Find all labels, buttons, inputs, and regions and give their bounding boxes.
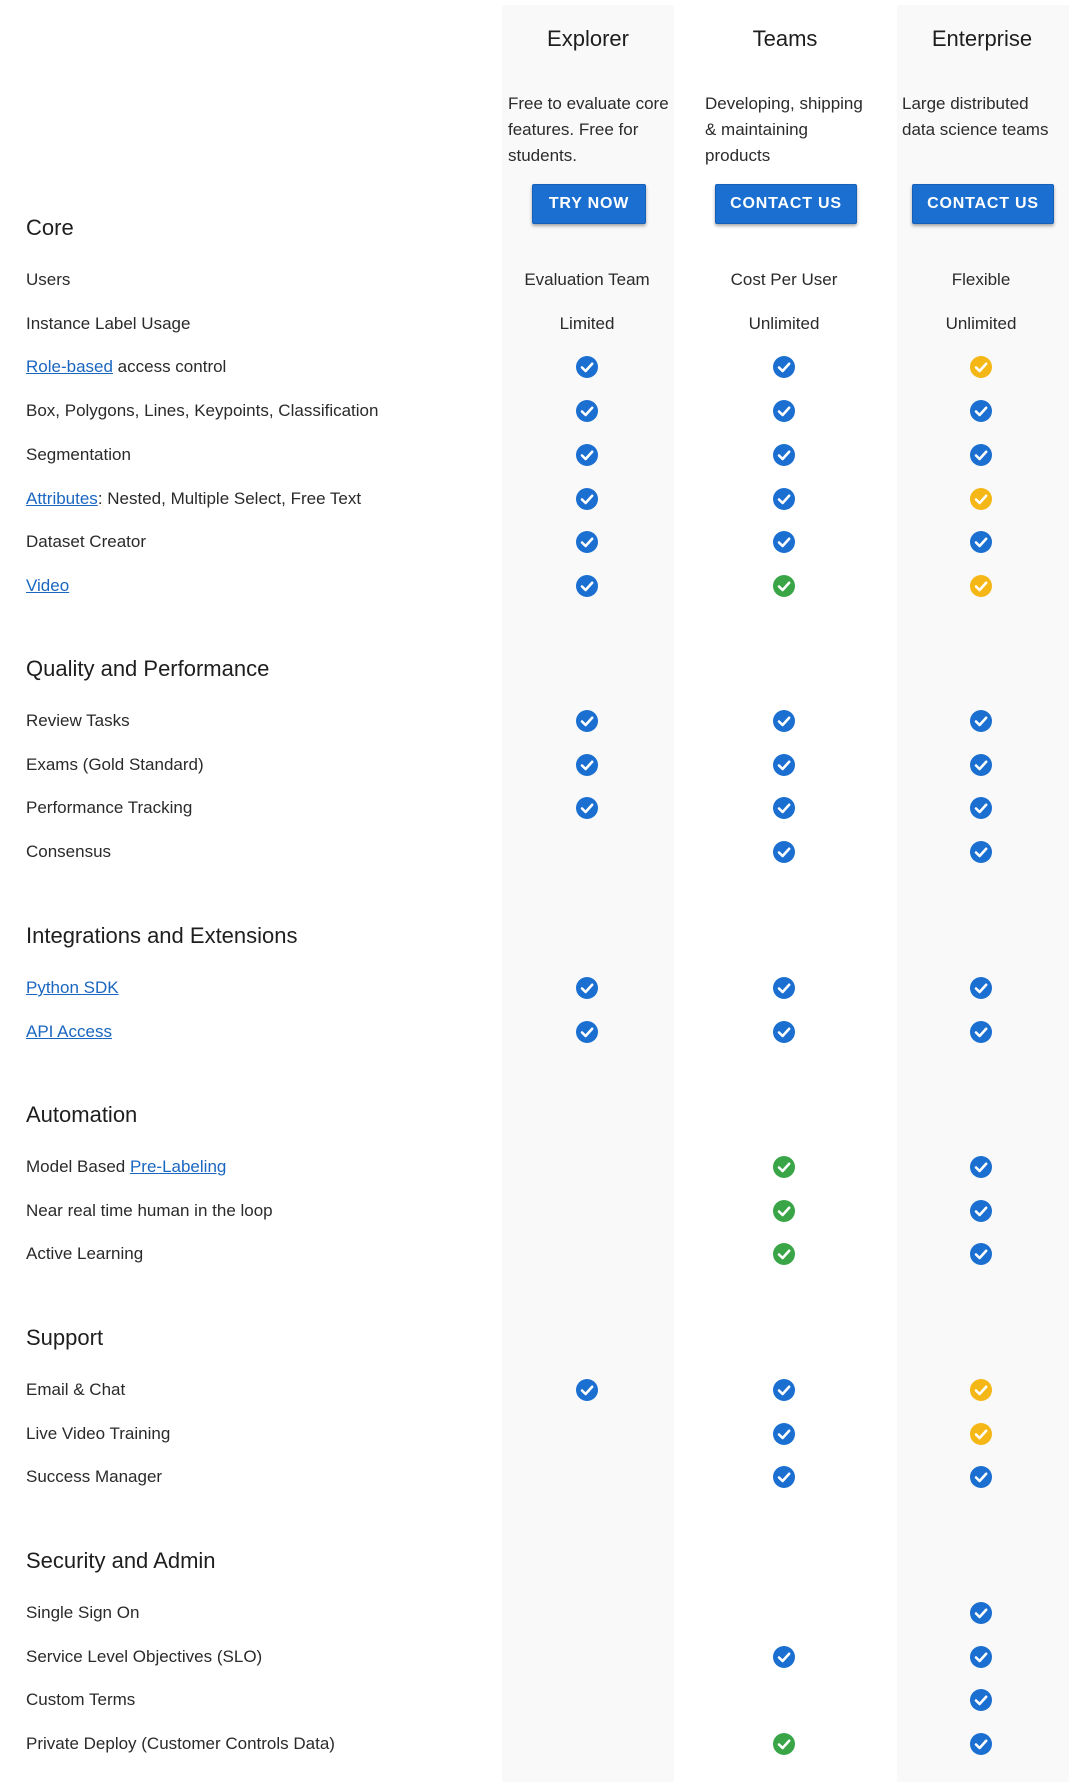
table-row bbox=[0, 837, 1070, 867]
table-row bbox=[0, 793, 1070, 823]
feature-label bbox=[26, 484, 361, 514]
cell-teams bbox=[699, 1685, 869, 1715]
contact-us-teams-button[interactable]: CONTACT US bbox=[715, 184, 857, 224]
feature-label bbox=[26, 1642, 262, 1672]
cell-enterprise bbox=[896, 1462, 1066, 1492]
cell-enterprise bbox=[896, 1375, 1066, 1405]
section-title-quality-and-performance: Quality and Performance bbox=[26, 656, 270, 681]
feature-label bbox=[26, 973, 119, 1003]
cell-enterprise bbox=[896, 1196, 1066, 1226]
cell-teams bbox=[699, 837, 869, 867]
cell-explorer bbox=[502, 1017, 672, 1047]
cell-enterprise bbox=[896, 837, 1066, 867]
table-row bbox=[0, 973, 1070, 1003]
cell-explorer: Limited bbox=[559, 314, 615, 333]
cell-enterprise bbox=[896, 973, 1066, 1003]
table-row bbox=[0, 571, 1070, 601]
table-row bbox=[0, 1196, 1070, 1226]
feature-label-text: Dataset Creator bbox=[26, 532, 146, 551]
cell-explorer bbox=[502, 1152, 672, 1182]
cell-enterprise bbox=[896, 352, 1066, 382]
cell-enterprise bbox=[896, 1419, 1066, 1449]
feature-label bbox=[26, 1729, 335, 1759]
cell-enterprise bbox=[896, 527, 1066, 557]
check-circle-icon-blue bbox=[970, 1602, 992, 1624]
cell-enterprise bbox=[896, 1685, 1066, 1715]
feature-label bbox=[26, 309, 190, 339]
check-circle-icon-green bbox=[773, 575, 795, 597]
feature-label bbox=[26, 1419, 170, 1449]
feature-label bbox=[26, 750, 204, 780]
feature-label bbox=[26, 352, 226, 382]
check-circle-icon-blue bbox=[773, 1423, 795, 1445]
cell-enterprise: Unlimited bbox=[945, 314, 1017, 333]
check-circle-icon-blue bbox=[970, 1466, 992, 1488]
cell-explorer bbox=[502, 484, 672, 514]
check-circle-icon-blue bbox=[576, 575, 598, 597]
check-circle-icon-blue bbox=[970, 841, 992, 863]
table-row bbox=[0, 706, 1070, 736]
feature-label-text: Segmentation bbox=[26, 445, 131, 464]
table-row bbox=[0, 396, 1070, 426]
check-circle-icon-blue bbox=[970, 754, 992, 776]
plan-title-explorer: Explorer bbox=[547, 26, 629, 51]
feature-label bbox=[26, 265, 70, 295]
check-circle-icon-blue bbox=[970, 1200, 992, 1222]
check-circle-icon-yellow bbox=[970, 1379, 992, 1401]
table-row bbox=[0, 1017, 1070, 1047]
cell-teams: Unlimited bbox=[748, 314, 820, 333]
cell-explorer bbox=[502, 352, 672, 382]
feature-label-text: Active Learning bbox=[26, 1244, 144, 1263]
table-row bbox=[0, 1642, 1070, 1672]
cell-explorer: Evaluation Team bbox=[524, 270, 650, 289]
cell-teams bbox=[699, 527, 869, 557]
check-circle-icon-blue bbox=[970, 977, 992, 999]
section-title-support: Support bbox=[26, 1325, 104, 1350]
cell-teams bbox=[699, 440, 869, 470]
cell-explorer bbox=[502, 750, 672, 780]
feature-link-video[interactable]: Video bbox=[26, 576, 70, 595]
table-row bbox=[0, 1685, 1070, 1715]
feature-label bbox=[26, 571, 69, 601]
section-title-security-and-admin: Security and Admin bbox=[26, 1548, 216, 1573]
cell-teams bbox=[699, 1598, 869, 1628]
check-circle-icon-yellow bbox=[970, 1423, 992, 1445]
check-circle-icon-blue bbox=[576, 444, 598, 466]
table-row bbox=[0, 265, 1070, 295]
check-circle-icon-blue bbox=[576, 488, 598, 510]
feature-label-text: Model Based bbox=[26, 1157, 130, 1176]
cell-teams bbox=[699, 1642, 869, 1672]
cell-explorer bbox=[502, 706, 672, 736]
cell-teams bbox=[699, 571, 869, 601]
check-circle-icon-blue bbox=[773, 710, 795, 732]
cell-teams bbox=[699, 1419, 869, 1449]
cell-explorer bbox=[502, 1598, 672, 1628]
plan-description-enterprise: Large distributed data science teams bbox=[902, 94, 1049, 139]
cell-teams bbox=[699, 1462, 869, 1492]
feature-label-text: : Nested, Multiple Select, Free Text bbox=[97, 489, 362, 508]
cell-teams bbox=[699, 1017, 869, 1047]
check-circle-icon-blue bbox=[773, 977, 795, 999]
feature-label bbox=[26, 527, 146, 557]
cell-explorer bbox=[502, 1375, 672, 1405]
cell-teams bbox=[699, 1729, 869, 1759]
table-row bbox=[0, 1375, 1070, 1405]
cell-explorer bbox=[502, 1239, 672, 1269]
check-circle-icon-blue bbox=[773, 400, 795, 422]
feature-label-text: access control bbox=[112, 357, 227, 376]
cell-teams: Cost Per User bbox=[730, 270, 838, 289]
cell-teams bbox=[699, 1152, 869, 1182]
feature-label bbox=[26, 1375, 125, 1405]
table-row bbox=[0, 1598, 1070, 1628]
cell-enterprise bbox=[896, 1239, 1066, 1269]
feature-label bbox=[26, 706, 130, 736]
check-circle-icon-green bbox=[773, 1243, 795, 1265]
table-row bbox=[0, 1729, 1070, 1759]
feature-link-attributes[interactable]: Attributes bbox=[26, 489, 98, 508]
cell-teams bbox=[699, 706, 869, 736]
cell-teams bbox=[699, 1196, 869, 1226]
feature-link-python-sdk[interactable]: Python SDK bbox=[26, 978, 119, 997]
cell-explorer bbox=[502, 837, 672, 867]
check-circle-icon-blue bbox=[970, 1689, 992, 1711]
check-circle-icon-blue bbox=[773, 1379, 795, 1401]
feature-label-text: Email & Chat bbox=[26, 1380, 126, 1399]
feature-label-text: Exams (Gold Standard) bbox=[26, 755, 204, 774]
check-circle-icon-blue bbox=[576, 797, 598, 819]
section-title-core: Core bbox=[26, 215, 74, 240]
cell-enterprise bbox=[896, 1152, 1066, 1182]
check-circle-icon-yellow bbox=[970, 488, 992, 510]
contact-us-enterprise-button[interactable]: CONTACT US bbox=[912, 184, 1054, 224]
feature-label bbox=[26, 1462, 162, 1492]
check-circle-icon-blue bbox=[970, 531, 992, 553]
cell-explorer bbox=[502, 1196, 672, 1226]
feature-label-text: Consensus bbox=[26, 842, 112, 861]
table-row bbox=[0, 1152, 1070, 1182]
feature-label-text: Service Level Objectives (SLO) bbox=[26, 1647, 263, 1666]
cell-explorer bbox=[502, 571, 672, 601]
check-circle-icon-blue bbox=[970, 1021, 992, 1043]
check-circle-icon-green bbox=[773, 1200, 795, 1222]
feature-label-text: Instance Label Usage bbox=[26, 314, 191, 333]
feature-label-text: Performance Tracking bbox=[26, 798, 193, 817]
cell-enterprise bbox=[896, 571, 1066, 601]
cell-explorer bbox=[502, 793, 672, 823]
cell-teams bbox=[699, 793, 869, 823]
cell-explorer bbox=[502, 1729, 672, 1759]
table-row bbox=[0, 527, 1070, 557]
check-circle-icon-yellow bbox=[970, 356, 992, 378]
feature-label bbox=[26, 1598, 139, 1628]
cell-enterprise bbox=[896, 1729, 1066, 1759]
check-circle-icon-blue bbox=[970, 1646, 992, 1668]
cell-explorer bbox=[502, 1685, 672, 1715]
check-circle-icon-blue bbox=[970, 400, 992, 422]
feature-label bbox=[26, 396, 378, 426]
cell-explorer bbox=[502, 396, 672, 426]
table-row bbox=[0, 484, 1070, 514]
feature-link-api-access[interactable]: API Access bbox=[26, 1022, 112, 1041]
cell-teams bbox=[699, 1239, 869, 1269]
check-circle-icon-blue bbox=[576, 1021, 598, 1043]
plan-description-teams: Developing, shipping & maintaining products bbox=[705, 94, 863, 165]
check-circle-icon-green bbox=[773, 1156, 795, 1178]
table-row bbox=[0, 1462, 1070, 1492]
check-circle-icon-blue bbox=[970, 444, 992, 466]
check-circle-icon-blue bbox=[970, 710, 992, 732]
cell-enterprise bbox=[896, 706, 1066, 736]
feature-label bbox=[26, 1685, 135, 1715]
check-circle-icon-blue bbox=[773, 797, 795, 819]
check-circle-icon-blue bbox=[576, 531, 598, 553]
check-circle-icon-blue bbox=[773, 754, 795, 776]
feature-label bbox=[26, 837, 111, 867]
feature-label-text: Single Sign On bbox=[26, 1603, 140, 1622]
plan-title-teams: Teams bbox=[752, 26, 818, 51]
cell-enterprise bbox=[896, 793, 1066, 823]
feature-label bbox=[26, 1152, 226, 1182]
cell-enterprise bbox=[896, 484, 1066, 514]
feature-label bbox=[26, 793, 192, 823]
cell-teams bbox=[699, 973, 869, 1003]
plan-description-explorer: Free to evaluate core features. Free for students. bbox=[508, 94, 669, 165]
cell-explorer bbox=[502, 1642, 672, 1672]
feature-label-text: Near real time human in the loop bbox=[26, 1201, 273, 1220]
check-circle-icon-blue bbox=[773, 1021, 795, 1043]
check-circle-icon-blue bbox=[576, 754, 598, 776]
feature-label-text: Success Manager bbox=[26, 1467, 163, 1486]
cell-teams bbox=[699, 352, 869, 382]
feature-label-text: Custom Terms bbox=[26, 1690, 136, 1709]
feature-link-role-based[interactable]: Role-based bbox=[26, 357, 113, 376]
check-circle-icon-yellow bbox=[970, 575, 992, 597]
check-circle-icon-blue bbox=[773, 841, 795, 863]
check-circle-icon-blue bbox=[576, 1379, 598, 1401]
section-title-automation: Automation bbox=[26, 1102, 138, 1127]
table-row bbox=[0, 440, 1070, 470]
cell-teams bbox=[699, 484, 869, 514]
check-circle-icon-blue bbox=[773, 531, 795, 553]
check-circle-icon-blue bbox=[970, 1733, 992, 1755]
check-circle-icon-blue bbox=[970, 1156, 992, 1178]
check-circle-icon-blue bbox=[773, 1466, 795, 1488]
check-circle-icon-blue bbox=[773, 488, 795, 510]
cell-explorer bbox=[502, 440, 672, 470]
check-circle-icon-blue bbox=[576, 356, 598, 378]
plan-title-enterprise: Enterprise bbox=[931, 26, 1033, 51]
feature-label-text: Users bbox=[26, 270, 71, 289]
check-circle-icon-blue bbox=[970, 1243, 992, 1265]
table-row bbox=[0, 750, 1070, 780]
try-now-button[interactable]: TRY NOW bbox=[532, 184, 646, 224]
table-row bbox=[0, 1419, 1070, 1449]
section-title-integrations-and-extensions: Integrations and Extensions bbox=[26, 923, 298, 948]
cell-enterprise bbox=[896, 750, 1066, 780]
table-row bbox=[0, 309, 1070, 339]
feature-label-text: Box, Polygons, Lines, Keypoints, Classification bbox=[26, 401, 379, 420]
check-circle-icon-blue bbox=[773, 356, 795, 378]
cell-explorer bbox=[502, 1462, 672, 1492]
cell-enterprise bbox=[896, 1642, 1066, 1672]
cell-explorer bbox=[502, 1419, 672, 1449]
table-row bbox=[0, 352, 1070, 382]
check-circle-icon-green bbox=[773, 1733, 795, 1755]
feature-label bbox=[26, 1196, 273, 1226]
cell-explorer bbox=[502, 973, 672, 1003]
feature-link-pre-labeling[interactable]: Pre-Labeling bbox=[129, 1157, 227, 1176]
feature-label-text: Private Deploy (Customer Controls Data) bbox=[26, 1734, 335, 1753]
feature-label bbox=[26, 1017, 112, 1047]
cell-enterprise: Flexible bbox=[951, 270, 1011, 289]
check-circle-icon-blue bbox=[773, 1646, 795, 1668]
feature-label bbox=[26, 1239, 143, 1269]
check-circle-icon-blue bbox=[576, 710, 598, 732]
cell-enterprise bbox=[896, 440, 1066, 470]
cell-teams bbox=[699, 750, 869, 780]
cell-teams bbox=[699, 396, 869, 426]
feature-label-text: Live Video Training bbox=[26, 1424, 171, 1443]
feature-label-text: Review Tasks bbox=[26, 711, 130, 730]
cell-enterprise bbox=[896, 396, 1066, 426]
cell-enterprise bbox=[896, 1017, 1066, 1047]
feature-label bbox=[26, 440, 131, 470]
check-circle-icon-blue bbox=[773, 444, 795, 466]
cell-enterprise bbox=[896, 1598, 1066, 1628]
cell-explorer bbox=[502, 527, 672, 557]
check-circle-icon-blue bbox=[576, 977, 598, 999]
check-circle-icon-blue bbox=[576, 400, 598, 422]
cell-teams bbox=[699, 1375, 869, 1405]
table-row bbox=[0, 1239, 1070, 1269]
check-circle-icon-blue bbox=[970, 797, 992, 819]
